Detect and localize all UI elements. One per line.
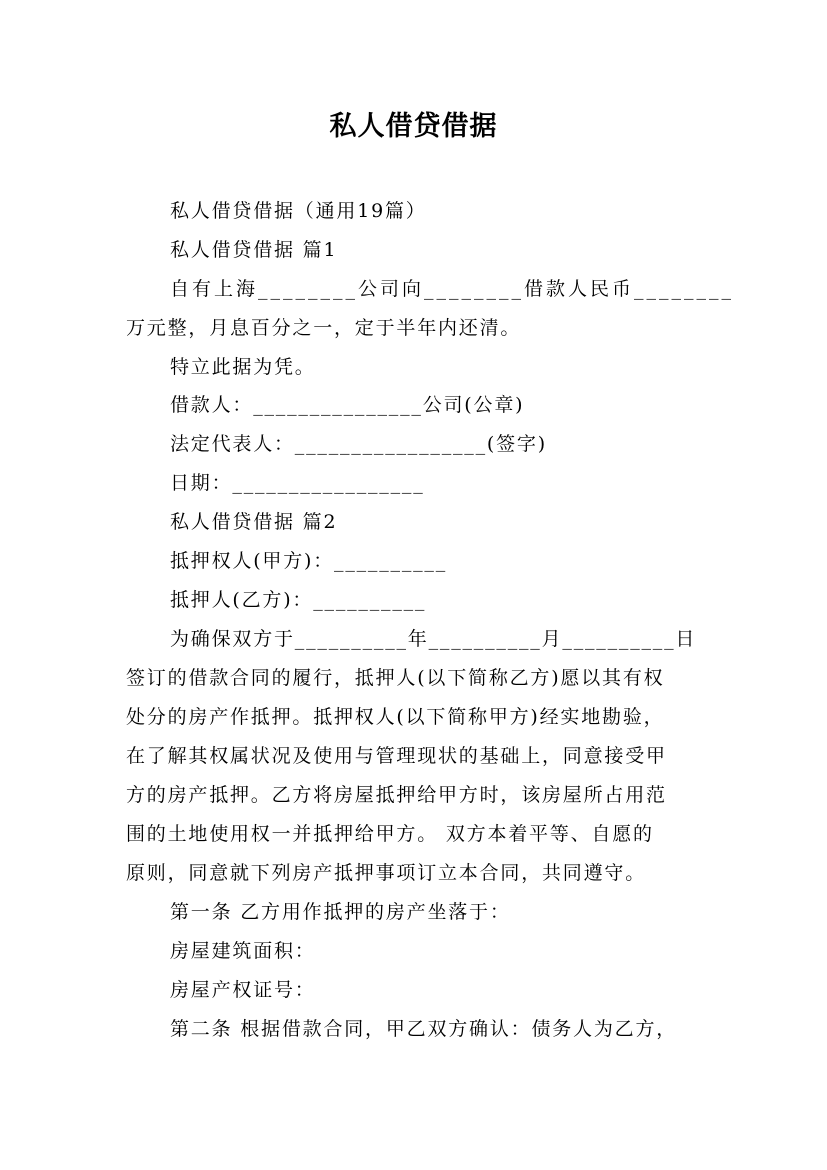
mortgagee-field: 抵押权人(甲方)：__________: [170, 550, 448, 572]
building-area-field: 房屋建筑面积：: [170, 940, 316, 962]
article-1-heading: 第一条 乙方用作抵押的房产坐落于：: [170, 901, 511, 923]
paragraph-line: 围的土地使用权一并抵押给甲方。 双方本着平等、自愿的: [126, 823, 654, 845]
mortgagor-field: 抵押人(乙方)：__________: [170, 589, 427, 611]
document-title: 私人借贷借据: [329, 111, 498, 142]
date-field: 日期：_________________: [170, 472, 425, 494]
property-certificate-field: 房屋产权证号：: [170, 979, 316, 1001]
paragraph-line: 万元整，月息百分之一，定于半年内还清。: [126, 317, 522, 339]
paragraph-line: 特立此据为凭。: [170, 356, 316, 378]
paragraph-line: 签订的借款合同的履行，抵押人(以下简称乙方)愿以其有权: [126, 667, 665, 689]
section-heading-2: 私人借贷借据 篇2: [170, 511, 338, 533]
paragraph-line: 方的房产抵押。乙方将房屋抵押给甲方时，该房屋所占用范: [126, 784, 667, 806]
paragraph-line: 在了解其权属状况及使用与管理现状的基础上，同意接受甲: [126, 745, 667, 767]
document-subtitle: 私人借贷借据（通用19篇）: [170, 200, 427, 222]
borrower-field: 借款人：_______________公司(公章): [170, 394, 525, 416]
paragraph-line: 处分的房产作抵押。抵押权人(以下简称甲方)经实地勘验，: [126, 706, 665, 728]
paragraph-line: 为确保双方于__________年__________月__________日: [170, 628, 697, 650]
paragraph-line: 原则，同意就下列房产抵押事项订立本合同，共同遵守。: [126, 862, 647, 884]
section-heading-1: 私人借贷借据 篇1: [170, 239, 338, 261]
legal-representative-field: 法定代表人：_________________(签字): [170, 433, 547, 455]
paragraph-line: 自有上海________公司向________借款人民币________: [170, 278, 735, 300]
article-2-heading: 第二条 根据借款合同，甲乙双方确认：债务人为乙方，: [170, 1018, 678, 1040]
